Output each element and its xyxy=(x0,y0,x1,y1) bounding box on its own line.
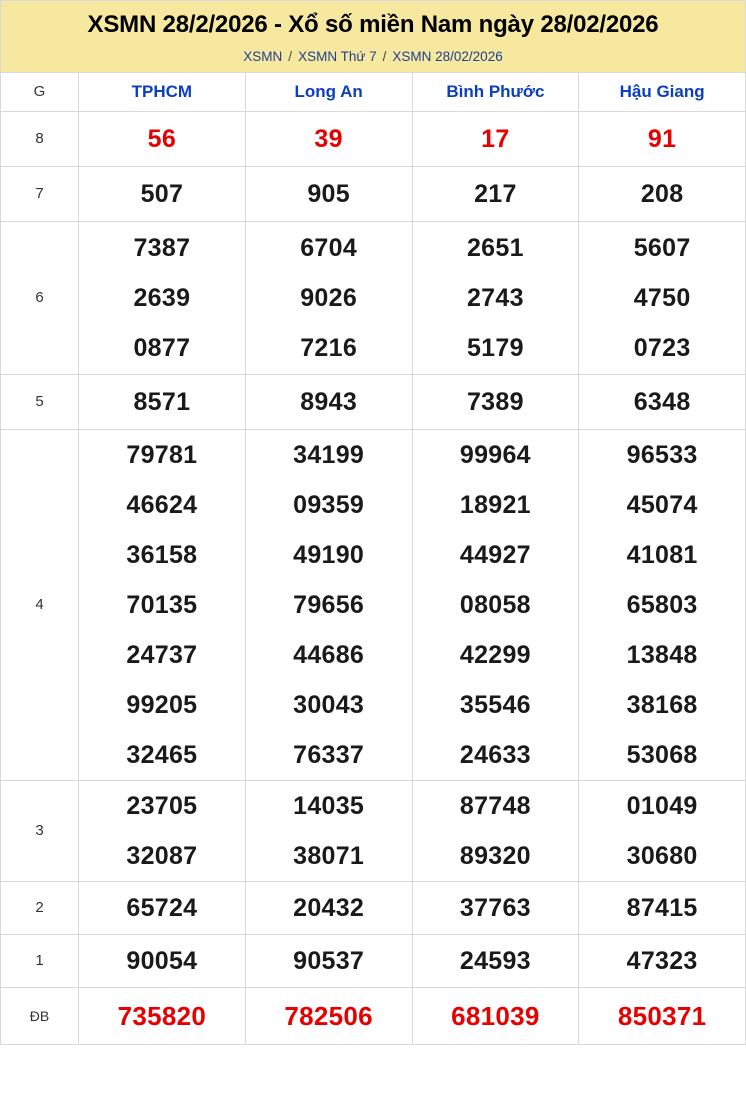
result-cell xyxy=(245,111,412,166)
result-number: 2639 xyxy=(133,283,191,312)
table-row xyxy=(1,780,746,881)
table-row xyxy=(1,429,746,780)
result-number: 24633 xyxy=(459,740,531,769)
result-number: 735820 xyxy=(117,1000,207,1031)
result-number: 09359 xyxy=(293,490,365,519)
result-number: 7216 xyxy=(300,333,358,362)
result-number: 17 xyxy=(481,124,510,153)
result-number: 90054 xyxy=(126,946,198,975)
result-number: 7389 xyxy=(466,387,524,416)
prize-label-6: 6 xyxy=(1,221,79,374)
result-number: 44927 xyxy=(459,540,531,569)
result-cell xyxy=(245,221,412,374)
result-cell xyxy=(412,934,579,987)
result-number: 32087 xyxy=(126,841,198,870)
breadcrumb-item-date[interactable]: XSMN 28/02/2026 xyxy=(392,48,503,64)
result-number: 13848 xyxy=(626,640,698,669)
result-number: 38071 xyxy=(293,841,365,870)
result-cell xyxy=(579,987,746,1044)
result-number: 782506 xyxy=(284,1000,373,1031)
result-number: 34199 xyxy=(293,440,365,469)
prize-label-1: 1 xyxy=(1,934,79,987)
province-link-hau-giang[interactable]: Hậu Giang xyxy=(619,81,705,101)
prize-label-5: 5 xyxy=(1,374,79,429)
result-number: 38168 xyxy=(626,690,698,719)
results-table xyxy=(0,72,746,1045)
result-number: 208 xyxy=(640,179,684,208)
result-number: 99964 xyxy=(459,440,531,469)
column-header-province-2 xyxy=(245,72,412,111)
result-number: 79781 xyxy=(126,440,198,469)
result-number: 9026 xyxy=(300,283,358,312)
result-number: 850371 xyxy=(617,1000,707,1031)
result-number: 24737 xyxy=(126,640,198,669)
result-number: 91 xyxy=(647,124,677,153)
result-cell xyxy=(79,987,246,1044)
result-number: 76337 xyxy=(293,740,365,769)
result-number: 96533 xyxy=(626,440,698,469)
table-row xyxy=(1,374,746,429)
result-number: 6348 xyxy=(633,387,691,416)
result-cell xyxy=(79,429,246,780)
table-row xyxy=(1,881,746,934)
prize-label-db: ĐB xyxy=(1,987,79,1044)
result-number: 23705 xyxy=(126,791,198,820)
result-number: 01049 xyxy=(626,791,698,820)
result-number: 217 xyxy=(474,179,517,208)
result-cell xyxy=(412,881,579,934)
result-number: 2651 xyxy=(466,233,524,262)
result-cell xyxy=(245,780,412,881)
result-cell xyxy=(412,374,579,429)
result-number: 65803 xyxy=(626,590,698,619)
prize-label-7: 7 xyxy=(1,166,79,221)
breadcrumb-item-xsmn[interactable]: XSMN xyxy=(243,48,283,64)
result-number: 905 xyxy=(307,179,350,208)
result-number: 79656 xyxy=(293,590,365,619)
column-header-province-4 xyxy=(579,72,746,111)
result-number: 30043 xyxy=(293,690,365,719)
result-number: 20432 xyxy=(293,893,365,922)
result-cell xyxy=(79,780,246,881)
result-cell xyxy=(245,429,412,780)
result-number: 46624 xyxy=(126,490,198,519)
prize-label-8: 8 xyxy=(1,111,79,166)
column-header-province-3 xyxy=(412,72,579,111)
result-cell xyxy=(79,221,246,374)
prize-label-4: 4 xyxy=(1,429,79,780)
result-cell xyxy=(79,111,246,166)
result-number: 5607 xyxy=(633,233,691,262)
result-cell xyxy=(245,374,412,429)
result-cell xyxy=(579,221,746,374)
result-cell xyxy=(245,987,412,1044)
result-number: 89320 xyxy=(459,841,531,870)
result-cell xyxy=(79,881,246,934)
breadcrumb xyxy=(9,49,737,64)
table-header-row xyxy=(1,72,746,111)
result-number: 41081 xyxy=(626,540,698,569)
result-number: 0723 xyxy=(633,333,691,362)
result-cell xyxy=(579,934,746,987)
result-cell xyxy=(412,429,579,780)
result-number: 24593 xyxy=(459,946,531,975)
result-number: 507 xyxy=(140,179,184,208)
province-link-long-an[interactable]: Long An xyxy=(294,81,363,101)
column-header-prize: G xyxy=(1,72,79,111)
result-cell xyxy=(412,780,579,881)
result-number: 42299 xyxy=(459,640,531,669)
result-number: 90537 xyxy=(293,946,365,975)
result-number: 35546 xyxy=(459,690,531,719)
result-cell xyxy=(579,429,746,780)
result-number: 18921 xyxy=(459,490,531,519)
table-row xyxy=(1,987,746,1044)
breadcrumb-item-weekday[interactable]: XSMN Thứ 7 xyxy=(298,48,377,64)
result-cell xyxy=(579,881,746,934)
result-number: 47323 xyxy=(626,946,698,975)
result-cell xyxy=(412,221,579,374)
result-cell xyxy=(245,881,412,934)
result-number: 5179 xyxy=(466,333,524,362)
result-number: 4750 xyxy=(633,283,691,312)
result-number: 8943 xyxy=(300,387,358,416)
table-row xyxy=(1,221,746,374)
result-number: 32465 xyxy=(126,740,198,769)
result-number: 70135 xyxy=(126,590,198,619)
table-body xyxy=(1,111,746,1044)
result-cell xyxy=(79,166,246,221)
result-number: 7387 xyxy=(133,233,191,262)
result-cell xyxy=(579,166,746,221)
result-number: 30680 xyxy=(626,841,698,870)
result-number: 08058 xyxy=(459,590,531,619)
column-header-province-1 xyxy=(79,72,246,111)
table-row xyxy=(1,111,746,166)
result-number: 99205 xyxy=(126,690,198,719)
result-number: 44686 xyxy=(293,640,365,669)
prize-label-3: 3 xyxy=(1,780,79,881)
result-cell xyxy=(579,780,746,881)
table-head xyxy=(1,72,746,111)
result-number: 36158 xyxy=(126,540,198,569)
table-row xyxy=(1,166,746,221)
page-header xyxy=(0,0,746,72)
result-number: 8571 xyxy=(133,387,191,416)
result-cell xyxy=(579,111,746,166)
result-cell xyxy=(79,934,246,987)
breadcrumb-separator: / xyxy=(288,48,293,64)
result-number: 65724 xyxy=(126,893,198,922)
breadcrumb-separator: / xyxy=(382,48,387,64)
result-cell xyxy=(412,111,579,166)
result-number: 53068 xyxy=(626,740,698,769)
page-title: XSMN 28/2/2026 - Xổ số miền Nam ngày 28/02/2026 xyxy=(87,11,659,38)
result-cell xyxy=(79,374,246,429)
result-cell xyxy=(412,987,579,1044)
result-cell xyxy=(245,166,412,221)
result-number: 87748 xyxy=(459,791,531,820)
table-row xyxy=(1,934,746,987)
result-number: 87415 xyxy=(626,893,698,922)
result-cell xyxy=(412,166,579,221)
result-number: 56 xyxy=(147,124,177,153)
result-number: 6704 xyxy=(300,233,358,262)
result-number: 45074 xyxy=(626,490,698,519)
province-link-binh-phuoc[interactable]: Bình Phước xyxy=(446,81,545,101)
result-number: 49190 xyxy=(293,540,365,569)
result-cell xyxy=(245,934,412,987)
result-number: 681039 xyxy=(451,1000,540,1031)
result-number: 39 xyxy=(314,124,343,153)
result-number: 0877 xyxy=(133,333,191,362)
result-cell xyxy=(579,374,746,429)
province-link-tphcm[interactable]: TPHCM xyxy=(131,81,193,101)
result-number: 14035 xyxy=(293,791,365,820)
result-number: 37763 xyxy=(459,893,531,922)
prize-label-2: 2 xyxy=(1,881,79,934)
result-number: 2743 xyxy=(466,283,524,312)
